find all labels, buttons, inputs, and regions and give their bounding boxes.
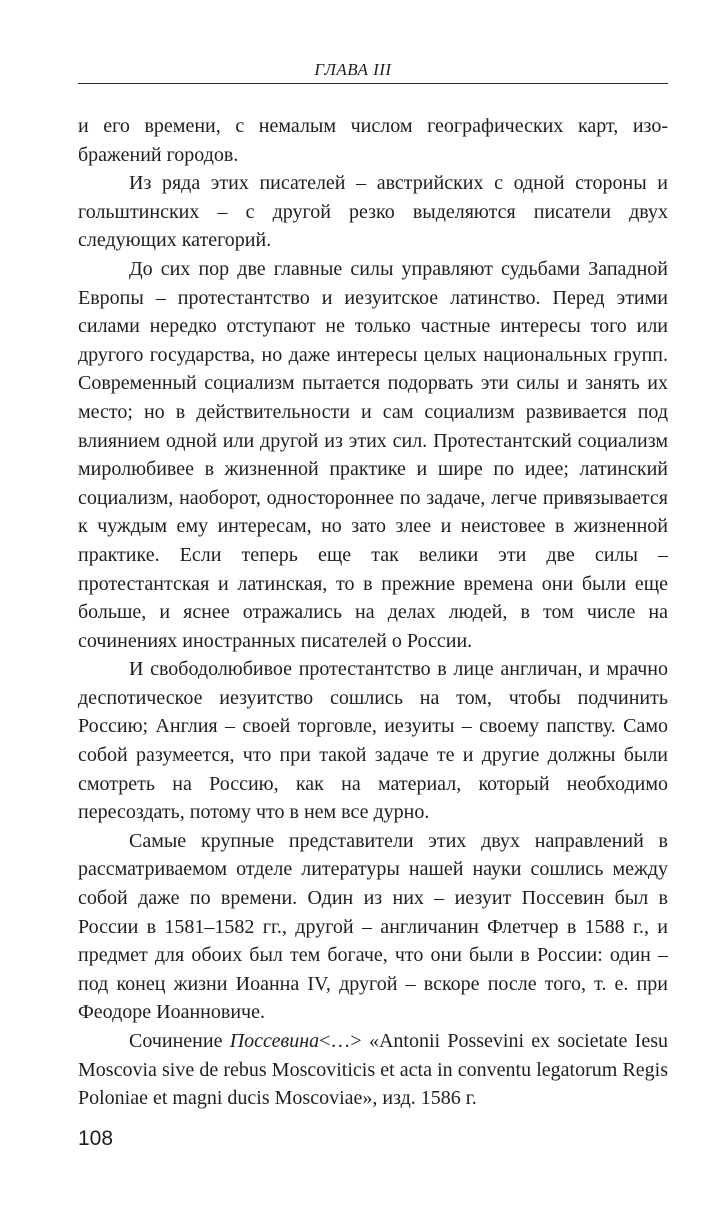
paragraph-1: и его времени, с немалым числом географических карт, изображений городов. xyxy=(78,115,668,166)
paragraph-6-lead: Сочинение xyxy=(129,1030,230,1052)
chapter-header: ГЛАВА III xyxy=(314,60,392,79)
paragraph-5: Самые крупные представители этих двух направлений в рассматриваемом отделе литературы нашей науки сошлись между собой даже по времени. Один из них – иезуит Поссевин был в России в 1581–1582 гг., другой – англичанин Флетчер в 1588 г., и предмет для обоих был тем богаче, что они были в России: один – под конец жизни Иоанна IV, другой – вскоре после того, т. е. при Феодоре Иоанновиче. xyxy=(78,829,668,1024)
omission-mark: <…> xyxy=(319,1030,362,1052)
paragraph-6-rest: «Antonii Possevini ex societate Iesu Moscovia sive de rebus Moscoviticis et acta in conventu legatorum Regis Poloniae et magni ducis Moscoviae», изд. 1586 г. xyxy=(78,1030,668,1110)
paragraph-4: И свободолюбивое протестантство в лице англичан, и мрачно деспотическое иезуитство сошлись на том, чтобы подчинить Россию; Англия – своей торговле, иезуиты – своему папству. Само собой разумеется, что при такой задаче те и другие должны были смотреть на Россию, как на материал, который необходимо пересоздать, потому что в нем все дурно. xyxy=(78,658,668,824)
author-name: Поссевина xyxy=(229,1030,320,1052)
paragraph-2: Из ряда этих писателей – австрийских с одной стороны и гольштинских – с другой резко выделяются писатели двух следующих категорий. xyxy=(78,172,668,252)
paragraph-3: До сих пор две главные силы управляют судьбами Западной Европы – протестантство и иезуитское латинство. Перед этими силами нередко отступают не только частные интересы того или другого государства, но даже интересы целых национальных групп. Современный социализм пытается подорвать эти силы и занять их место; но в действительности и сам социализм развивается под влиянием одной или другой из этих сил. Протестантский социализм миролюбивее в жизненной практике и шире по идее; латинский социализм, наоборот, одностороннее по задаче, легче привязывается к чуждым ему интересам, но зато злее и неистовее в жизненной практике. Если теперь еще так велики эти две силы – протестантская и латинская, то в прежние времена они были еще больше, и яснее отражались на делах людей, в том числе на сочинениях иностранных писателей о России. xyxy=(78,257,668,652)
body-text xyxy=(78,112,668,1113)
page-number: 108 xyxy=(78,1127,114,1150)
header-rule xyxy=(78,83,668,84)
paragraph-6 xyxy=(78,1027,668,1113)
